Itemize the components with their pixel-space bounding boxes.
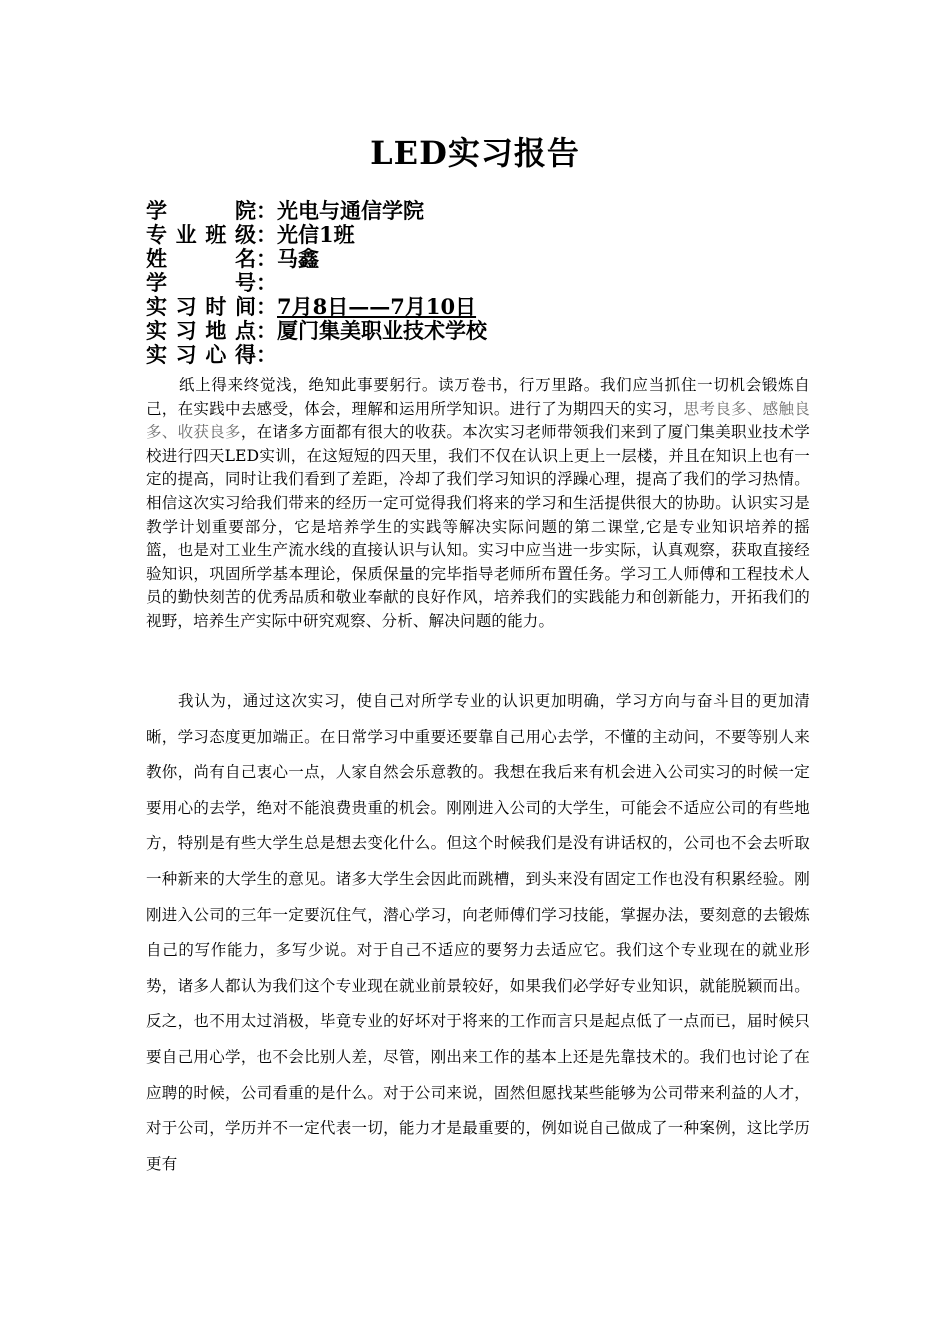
time-row xyxy=(146,295,826,319)
paragraph-1-gray-text: 思考良多、感触良多、收获良多 xyxy=(146,399,810,442)
class-label: 专业班级 xyxy=(146,222,256,247)
place-row xyxy=(146,319,826,343)
name-value: 马鑫 xyxy=(277,246,319,271)
name-label: 姓名 xyxy=(146,246,256,271)
place-label: 实习地点 xyxy=(146,318,256,343)
id-row xyxy=(146,271,826,295)
college-row xyxy=(146,199,826,223)
reflection-row xyxy=(146,343,826,367)
colon: ： xyxy=(256,294,277,319)
time-value: 7月8日——7月10日 xyxy=(277,294,477,319)
report-title: LED实习报告 xyxy=(370,134,580,172)
colon: ： xyxy=(256,342,277,367)
class-value: 光信1班 xyxy=(277,222,355,247)
time-label: 实习时间 xyxy=(146,294,256,319)
paragraph-1 xyxy=(146,374,810,634)
paragraph-1-text-b: ，在诸多方面都有很大的收获。本次实习老师带领我们来到了厦门集美职业技术学校进行四天LED实训，在这短短的四天里，我们不仅在认识上更上一层楼，并且在知识上也有一定的提高，同时让我们看到了差距，冷却了我们学习知识的浮躁心理，提高了我们的学习热情。相信这次实习给我们带来的经历一定可觉得我们将来的学习和生活提供很大的协助。认识实习是教学计划重要部分，它是培养学生的实践等解决实际问题的第二课堂,它是专业知识培养的摇篮，也是对工业生产流水线的直接认识与认知。实习中应当进一步实际，认真观察，获取直接经验知识，巩固所学基本理论，保质保量的完毕指导老师所布置任务。学习工人师傅和工程技术人员的勤快刻苦的优秀品质和敬业奉献的良好作风，培养我们的实践能力和创新能力，开拓我们的视野，培养生产实际中研究观察、分析、解决问题的能力。 xyxy=(146,423,810,630)
college-label: 学院 xyxy=(146,198,256,223)
info-block xyxy=(146,199,826,367)
colon: ： xyxy=(256,246,277,271)
class-row xyxy=(146,223,826,247)
colon: ： xyxy=(256,270,277,295)
reflection-label: 实习心得 xyxy=(146,342,256,367)
paragraph-2: 我认为，通过这次实习，使自己对所学专业的认识更加明确，学习方向与奋斗目的更加清晰，学习态度更加端正。在日常学习中重要还要靠自己用心去学，不懂的主动问，不要等别人来教你，尚有自己衷心一点，人家自然会乐意教的。我想在我后来有机会进入公司实习的时候一定要用心的去学，绝对不能浪费贵重的机会。刚刚进入公司的大学生，可能会不适应公司的有些地方，特别是有些大学生总是想去变化什么。但这个时候我们是没有讲话权的，公司也不会去听取一种新来的大学生的意见。诸多大学生会因此而跳槽，到头来没有固定工作也没有积累经验。刚刚进入公司的三年一定要沉住气，潜心学习，向老师傅们学习技能，掌握办法，要刻意的去锻炼自己的写作能力，多写少说。对于自己不适应的要努力去适应它。我们这个专业现在的就业形势，诸多人都认为我们这个专业现在就业前景较好，如果我们必学好专业知识，就能脱颖而出。反之，也不用太过消极，毕竟专业的好坏对于将来的工作而言只是起点低了一点而已，届时候只要自己用心学，也不会比别人差，尽管，刚出来工作的基本上还是先靠技术的。我们也讨论了在应聘的时候，公司看重的是什么。对于公司来说，固然但愿找某些能够为公司带来利益的人才，对于公司，学历并不一定代表一切，能力才是最重要的，例如说自己做成了一种案例，这比学历更有 xyxy=(146,692,810,1173)
colon: ： xyxy=(256,318,277,343)
id-label: 学号 xyxy=(146,270,256,295)
place-value: 厦门集美职业技术学校 xyxy=(277,318,487,343)
college-value: 光电与通信学院 xyxy=(277,198,424,223)
colon: ： xyxy=(256,198,277,223)
name-row xyxy=(146,247,826,271)
paragraph-1-text-a: 纸上得来终觉浅，绝知此事要躬行。读万卷书，行万里路。我们应当抓住一切机会锻炼自己，在实践中去感受，体会，理解和运用所学知识。进行了为期四天的实习， xyxy=(146,376,810,418)
colon: ： xyxy=(256,222,277,247)
